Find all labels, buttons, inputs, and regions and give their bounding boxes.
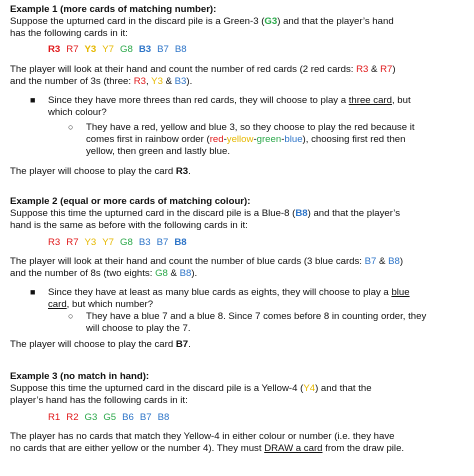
example-2-para: The player will look at their hand and count the number of blue cards (3 blue cards: B7 & B8) [10, 256, 404, 267]
example-2-sub-cont: will choose to play the 7. [86, 323, 191, 334]
card: R3 [48, 237, 61, 248]
example-2-para-cont: and the number of 8s (two eights: G8 & B8). [10, 268, 198, 279]
example-2-heading: Example 2 (equal or more cards of matching colour): [10, 196, 251, 207]
card: Y7 [102, 237, 115, 248]
example-2-conclusion: The player will choose to play the card B7. [10, 339, 191, 350]
card: R3 [48, 44, 61, 55]
example-3-para: The player has no cards that match they Yellow-4 in either colour or number (i.e. they have [10, 431, 395, 442]
example-3-hand [48, 412, 169, 423]
bullet-icon: ■ [30, 287, 36, 297]
card: G3 [84, 412, 98, 423]
example-2-hand [48, 237, 187, 248]
example-1-bullet: Since they have more threes than red cards, they will choose to play a three card, but [48, 95, 411, 106]
card: B3 [138, 237, 151, 248]
card: G8 [120, 237, 133, 248]
example-1-para-cont: and the number of 3s (three: R3, Y3 & B3). [10, 76, 193, 87]
card-code: G3 [264, 16, 278, 27]
card: B7 [156, 237, 169, 248]
example-1-sub: They have a red, yellow and blue 3, so they choose to play the red because it [86, 122, 415, 133]
example-2-sub: They have a blue 7 and a blue 8. Since 7 comes before 8 in counting order, they [86, 311, 427, 322]
card: G8 [120, 44, 133, 55]
example-3-heading: Example 3 (no match in hand): [10, 371, 150, 382]
card: Y3 [84, 44, 97, 55]
example-1-bullet-cont: which colour? [48, 107, 107, 118]
example-1-heading: Example 1 (more cards of matching number): [10, 4, 217, 15]
example-1-intro-cont: has the following cards in it: [10, 28, 128, 39]
card: B6 [122, 412, 134, 423]
card: Y7 [102, 44, 115, 55]
bullet-icon: ■ [30, 95, 36, 105]
card: B8 [174, 44, 187, 55]
example-1-conclusion: The player will choose to play the card R3. [10, 166, 191, 177]
card: R1 [48, 412, 61, 423]
card: B7 [139, 412, 152, 423]
example-1-para: The player will look at their hand and count the number of red cards (2 red cards: R3 & R7) [10, 64, 396, 75]
card-code: B8 [295, 208, 308, 219]
example-2-bullet-cont: card, but which number? [48, 299, 154, 310]
example-1-hand [48, 44, 187, 55]
card: B8 [174, 237, 187, 248]
example-3-para-cont: no cards that are either yellow or the number 4). They must DRAW a card from the draw pile. [10, 443, 405, 454]
example-2-intro: Suppose this time the upturned card in the discard pile is a Blue-8 (B8) and that the player’s [10, 208, 401, 219]
example-3-intro-cont: player’s hand has the following cards in it: [10, 395, 188, 406]
card: B3 [138, 44, 152, 55]
card: Y3 [84, 237, 97, 248]
card-code: Y4 [303, 383, 316, 394]
card: R7 [66, 44, 79, 55]
card: B7 [157, 44, 169, 55]
card: R7 [66, 237, 79, 248]
example-2-intro-cont: hand is the same as before with the following cards in it: [10, 220, 248, 231]
example-1-sub-cont2: yellow, then green and lastly blue. [86, 146, 230, 157]
circle-bullet-icon: ○ [68, 122, 74, 132]
card: R2 [66, 412, 79, 423]
card: G5 [103, 412, 117, 423]
card: B8 [157, 412, 170, 423]
circle-bullet-icon: ○ [68, 311, 74, 321]
example-1-sub-cont: comes first in rainbow order (red-yellow-green-blue), choosing first red then [86, 134, 406, 145]
example-1-intro: Suppose the upturned card in the discard pile is a Green-3 (G3) and that the player’s hand [10, 16, 394, 27]
example-2-bullet: Since they have at least as many blue cards as eights, they will choose to play a blue [48, 287, 410, 298]
example-3-intro: Suppose this time the upturned card in the discard pile is a Yellow-4 (Y4) and that the [10, 383, 372, 394]
